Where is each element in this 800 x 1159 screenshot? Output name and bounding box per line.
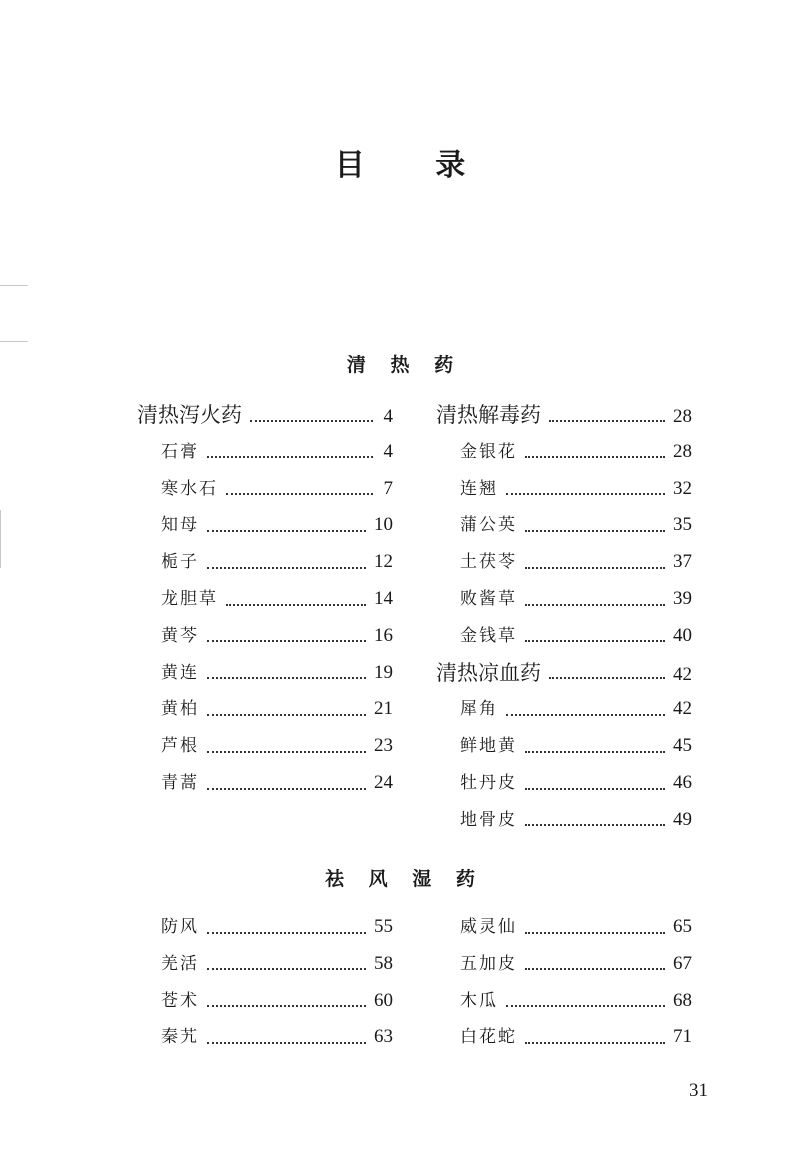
dot-leader — [525, 823, 665, 826]
toc-entry[interactable] — [460, 694, 692, 724]
toc-entry-page: 68 — [673, 989, 692, 1011]
dot-leader — [525, 967, 665, 970]
toc-entry-title: 牡丹皮 — [460, 773, 517, 793]
dot-leader — [525, 931, 665, 934]
page-number: 31 — [689, 1080, 708, 1101]
toc-entry[interactable] — [161, 474, 393, 504]
toc-entry-title: 栀子 — [161, 552, 199, 573]
toc-entry-page: 49 — [673, 808, 692, 830]
toc-entry[interactable] — [161, 694, 393, 724]
toc-entry-page: 71 — [673, 1026, 692, 1048]
toc-entry-title: 白花蛇 — [460, 1027, 517, 1048]
dot-leader — [549, 419, 665, 422]
dot-leader — [525, 787, 665, 790]
toc-entry-title: 石膏 — [161, 441, 199, 462]
toc-entry[interactable] — [460, 584, 692, 614]
section-heading-heat-clearing: 清 热 药 — [346, 354, 463, 376]
toc-entry[interactable] — [161, 658, 393, 688]
toc-entry-title: 蒲公英 — [460, 515, 517, 536]
toc-entry-page: 10 — [374, 514, 393, 536]
toc-entry[interactable] — [460, 912, 692, 942]
toc-entry-page: 14 — [374, 588, 393, 609]
toc-entry-page: 4 — [383, 440, 393, 462]
toc-entry-page: 67 — [673, 952, 692, 974]
toc-entry[interactable] — [460, 731, 692, 761]
dot-leader — [525, 639, 665, 642]
toc-entry[interactable] — [460, 621, 692, 651]
section-heading-wind-damp: 祛 风 湿 药 — [325, 868, 484, 890]
toc-entry-page: 12 — [374, 551, 393, 573]
toc-entry[interactable] — [161, 912, 393, 942]
dot-leader — [207, 713, 366, 716]
dot-leader — [207, 566, 366, 569]
margin-rule-top — [0, 285, 28, 286]
toc-entry-page: 45 — [673, 735, 692, 757]
dot-leader — [207, 1004, 366, 1007]
dot-leader — [506, 713, 665, 716]
toc-entry-page: 58 — [374, 952, 393, 974]
toc-entry-page: 7 — [383, 477, 393, 499]
dot-leader — [207, 455, 373, 458]
toc-entry-title: 金钱草 — [460, 625, 517, 646]
dot-leader — [207, 967, 366, 970]
toc-entry-page: 28 — [673, 406, 692, 427]
toc-entry-page: 32 — [673, 477, 692, 499]
toc-entry-title: 黄芩 — [161, 625, 199, 646]
toc-entry-page: 24 — [374, 772, 393, 793]
toc-entry[interactable] — [460, 547, 692, 577]
toc-entry-page: 42 — [673, 663, 692, 685]
toc-entry[interactable] — [460, 768, 692, 798]
toc-entry-title: 五加皮 — [460, 953, 517, 974]
dot-leader — [207, 787, 366, 790]
toc-entry-title: 鲜地黄 — [460, 736, 517, 757]
dot-leader — [207, 529, 366, 532]
page-title: 目 录 — [334, 148, 496, 183]
dot-leader — [525, 566, 665, 569]
toc-entry-title: 犀角 — [460, 699, 498, 720]
toc-entry[interactable] — [460, 949, 692, 979]
toc-entry-title: 清热凉血药 — [436, 660, 541, 685]
toc-entry-title: 芦根 — [161, 736, 199, 757]
dot-leader — [525, 1041, 665, 1044]
dot-leader — [525, 603, 665, 606]
toc-entry-title: 青蒿 — [161, 773, 199, 793]
toc-entry-page: 40 — [673, 624, 692, 646]
toc-entry-page: 21 — [374, 698, 393, 720]
toc-entry-title: 苍术 — [161, 990, 199, 1011]
toc-entry-page: 46 — [673, 772, 692, 793]
toc-entry-page: 35 — [673, 514, 692, 536]
toc-entry-title: 知母 — [161, 515, 199, 536]
toc-entry[interactable] — [161, 1022, 393, 1052]
toc-entry[interactable] — [161, 768, 393, 798]
toc-entry[interactable] — [460, 474, 692, 504]
toc-entry-page: 19 — [374, 661, 393, 683]
toc-entry-page: 39 — [673, 588, 692, 609]
toc-entry-title: 羌活 — [161, 953, 199, 974]
toc-entry[interactable] — [460, 510, 692, 540]
toc-entry-title: 黄柏 — [161, 699, 199, 720]
dot-leader — [506, 492, 665, 495]
toc-entry-title: 防风 — [161, 917, 199, 937]
dot-leader — [506, 1004, 665, 1007]
toc-entry[interactable] — [161, 510, 393, 540]
toc-entry-page: 16 — [374, 624, 393, 646]
toc-entry-page: 23 — [374, 735, 393, 757]
dot-leader — [207, 750, 366, 753]
toc-entry[interactable] — [460, 805, 692, 835]
toc-entry-page: 55 — [374, 916, 393, 937]
dot-leader — [226, 603, 366, 606]
dot-leader — [207, 639, 366, 642]
toc-subheading-entry[interactable] — [436, 400, 692, 430]
toc-entry-title: 地骨皮 — [460, 809, 517, 830]
toc-entry-page: 42 — [673, 698, 692, 720]
toc-entry[interactable] — [161, 731, 393, 761]
dot-leader — [207, 676, 366, 679]
dot-leader — [250, 419, 373, 422]
dot-leader — [525, 750, 665, 753]
dot-leader — [226, 492, 373, 495]
toc-entry-page: 28 — [673, 440, 692, 462]
dot-leader — [549, 676, 665, 679]
margin-rule-bottom — [0, 341, 28, 342]
toc-entry-title: 木瓜 — [460, 990, 498, 1011]
toc-entry[interactable] — [161, 621, 393, 651]
toc-entry[interactable] — [460, 986, 692, 1016]
dot-leader — [525, 529, 665, 532]
toc-entry-title: 寒水石 — [161, 478, 218, 499]
dot-leader — [525, 455, 665, 458]
toc-entry-title: 秦艽 — [161, 1027, 199, 1048]
toc-entry-title: 清热解毒药 — [436, 403, 541, 427]
toc-entry-page: 4 — [383, 406, 393, 427]
toc-entry-title: 龙胆草 — [161, 589, 218, 609]
toc-entry[interactable] — [161, 584, 393, 614]
toc-entry[interactable] — [460, 437, 692, 467]
toc-entry-page: 63 — [374, 1026, 393, 1048]
toc-entry-page: 60 — [374, 989, 393, 1011]
toc-entry[interactable] — [161, 986, 393, 1016]
toc-entry-page: 65 — [673, 916, 692, 937]
margin-bar — [0, 510, 1, 568]
dot-leader — [207, 931, 366, 934]
toc-subheading-entry[interactable] — [137, 400, 393, 430]
toc-entry-page: 37 — [673, 551, 692, 573]
toc-entry[interactable] — [161, 949, 393, 979]
toc-entry-title: 连翘 — [460, 478, 498, 499]
dot-leader — [207, 1041, 366, 1044]
toc-entry-title: 败酱草 — [460, 589, 517, 609]
toc-entry-title: 黄连 — [161, 662, 199, 683]
toc-entry-title: 土茯苓 — [460, 552, 517, 573]
toc-entry[interactable] — [460, 1022, 692, 1052]
toc-entry-title: 清热泻火药 — [137, 403, 242, 427]
toc-entry-title: 金银花 — [460, 441, 517, 462]
toc-entry[interactable] — [161, 547, 393, 577]
toc-entry[interactable] — [161, 437, 393, 467]
toc-subheading-entry[interactable] — [436, 658, 692, 688]
toc-entry-title: 威灵仙 — [460, 917, 517, 937]
